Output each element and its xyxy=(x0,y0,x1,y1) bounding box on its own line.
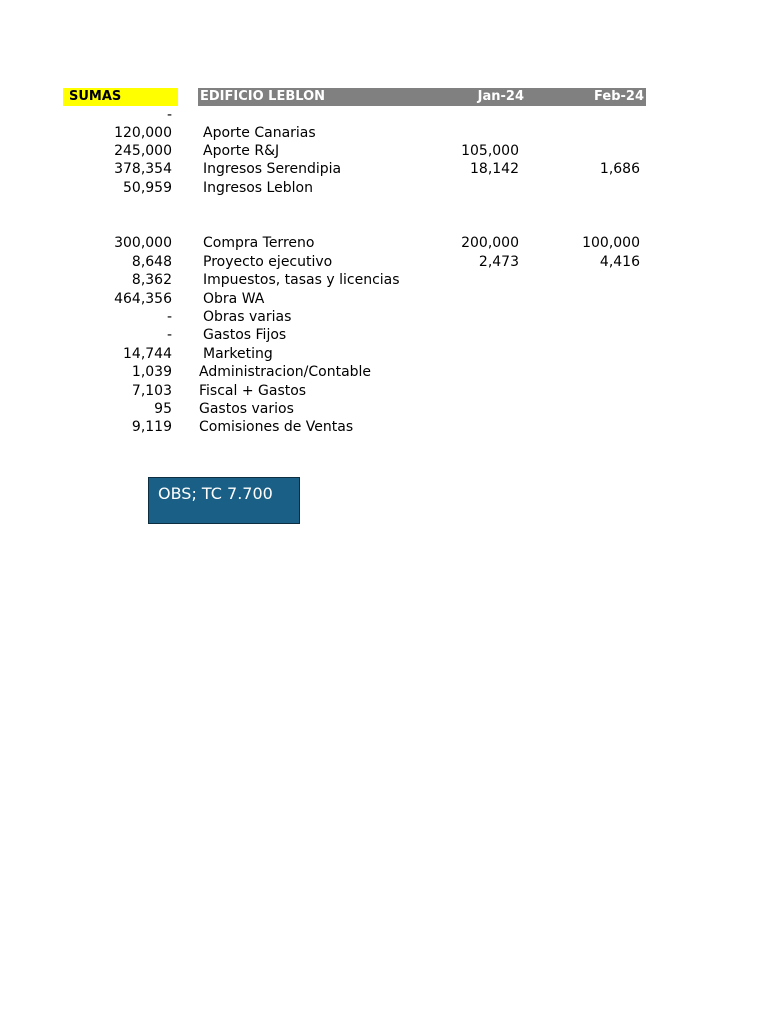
concept-cell: Aporte R&J xyxy=(203,143,280,159)
sum-cell: 1,039 xyxy=(131,364,172,380)
concept-cell: Fiscal + Gastos xyxy=(199,383,307,399)
sum-cell: 14,744 xyxy=(123,346,172,362)
sum-cell: 50,959 xyxy=(123,180,172,196)
table-row xyxy=(0,308,768,326)
sum-cell: - xyxy=(166,327,172,343)
concept-cell: Ingresos Serendipia xyxy=(203,161,342,177)
concept-cell: Obras varias xyxy=(203,309,292,325)
concept-cell: Impuestos, tasas y licencias xyxy=(203,272,400,288)
concept-cell: Administracion/Contable xyxy=(199,364,372,380)
sum-cell: - xyxy=(166,309,172,325)
sum-cell: 120,000 xyxy=(114,125,172,141)
sum-cell: 9,119 xyxy=(131,419,172,435)
concept-cell: Comisiones de Ventas xyxy=(199,419,354,435)
table-row xyxy=(0,179,768,197)
feb-cell: 4,416 xyxy=(599,254,640,270)
jan-cell: 105,000 xyxy=(461,143,519,159)
sum-cell: 7,103 xyxy=(131,383,172,399)
obs-note-box[interactable]: OBS; TC 7.700 xyxy=(148,477,300,524)
table-row xyxy=(0,326,768,344)
table-row xyxy=(0,290,768,308)
table-row xyxy=(0,418,768,436)
table-row xyxy=(0,345,768,363)
month-header-jan: Jan-24 xyxy=(477,89,524,104)
sum-cell: 378,354 xyxy=(114,161,172,177)
sum-cell: 245,000 xyxy=(114,143,172,159)
feb-cell: 1,686 xyxy=(599,161,640,177)
table-row xyxy=(0,400,768,418)
sum-cell: 8,648 xyxy=(131,254,172,270)
month-header-feb: Feb-24 xyxy=(594,89,644,104)
concept-cell: Proyecto ejecutivo xyxy=(203,254,333,270)
sheet-title: EDIFICIO LEBLON xyxy=(200,89,326,104)
sum-cell: 95 xyxy=(154,401,172,417)
concept-cell: Ingresos Leblon xyxy=(203,180,313,196)
sum-cell: 8,362 xyxy=(131,272,172,288)
table-row xyxy=(0,271,768,289)
table-row xyxy=(0,234,768,252)
table-row xyxy=(0,160,768,178)
table-row xyxy=(0,253,768,271)
sum-cell: 300,000 xyxy=(114,235,172,251)
concept-cell: Compra Terreno xyxy=(203,235,315,251)
feb-cell: 100,000 xyxy=(582,235,640,251)
sheet-title-bar xyxy=(198,88,646,106)
jan-cell: 18,142 xyxy=(470,161,519,177)
sum-cell: - xyxy=(166,107,172,123)
table-row xyxy=(0,106,768,124)
table-row xyxy=(0,382,768,400)
table-row xyxy=(0,363,768,381)
concept-cell: Marketing xyxy=(203,346,273,362)
concept-cell: Gastos varios xyxy=(199,401,294,417)
concept-cell: Obra WA xyxy=(203,291,265,307)
jan-cell: 200,000 xyxy=(461,235,519,251)
sumas-header: SUMAS xyxy=(63,88,178,106)
table-row xyxy=(0,142,768,160)
sum-cell: 464,356 xyxy=(114,291,172,307)
concept-cell: Gastos Fijos xyxy=(203,327,287,343)
concept-cell: Aporte Canarias xyxy=(203,125,316,141)
jan-cell: 2,473 xyxy=(478,254,519,270)
table-row xyxy=(0,124,768,142)
